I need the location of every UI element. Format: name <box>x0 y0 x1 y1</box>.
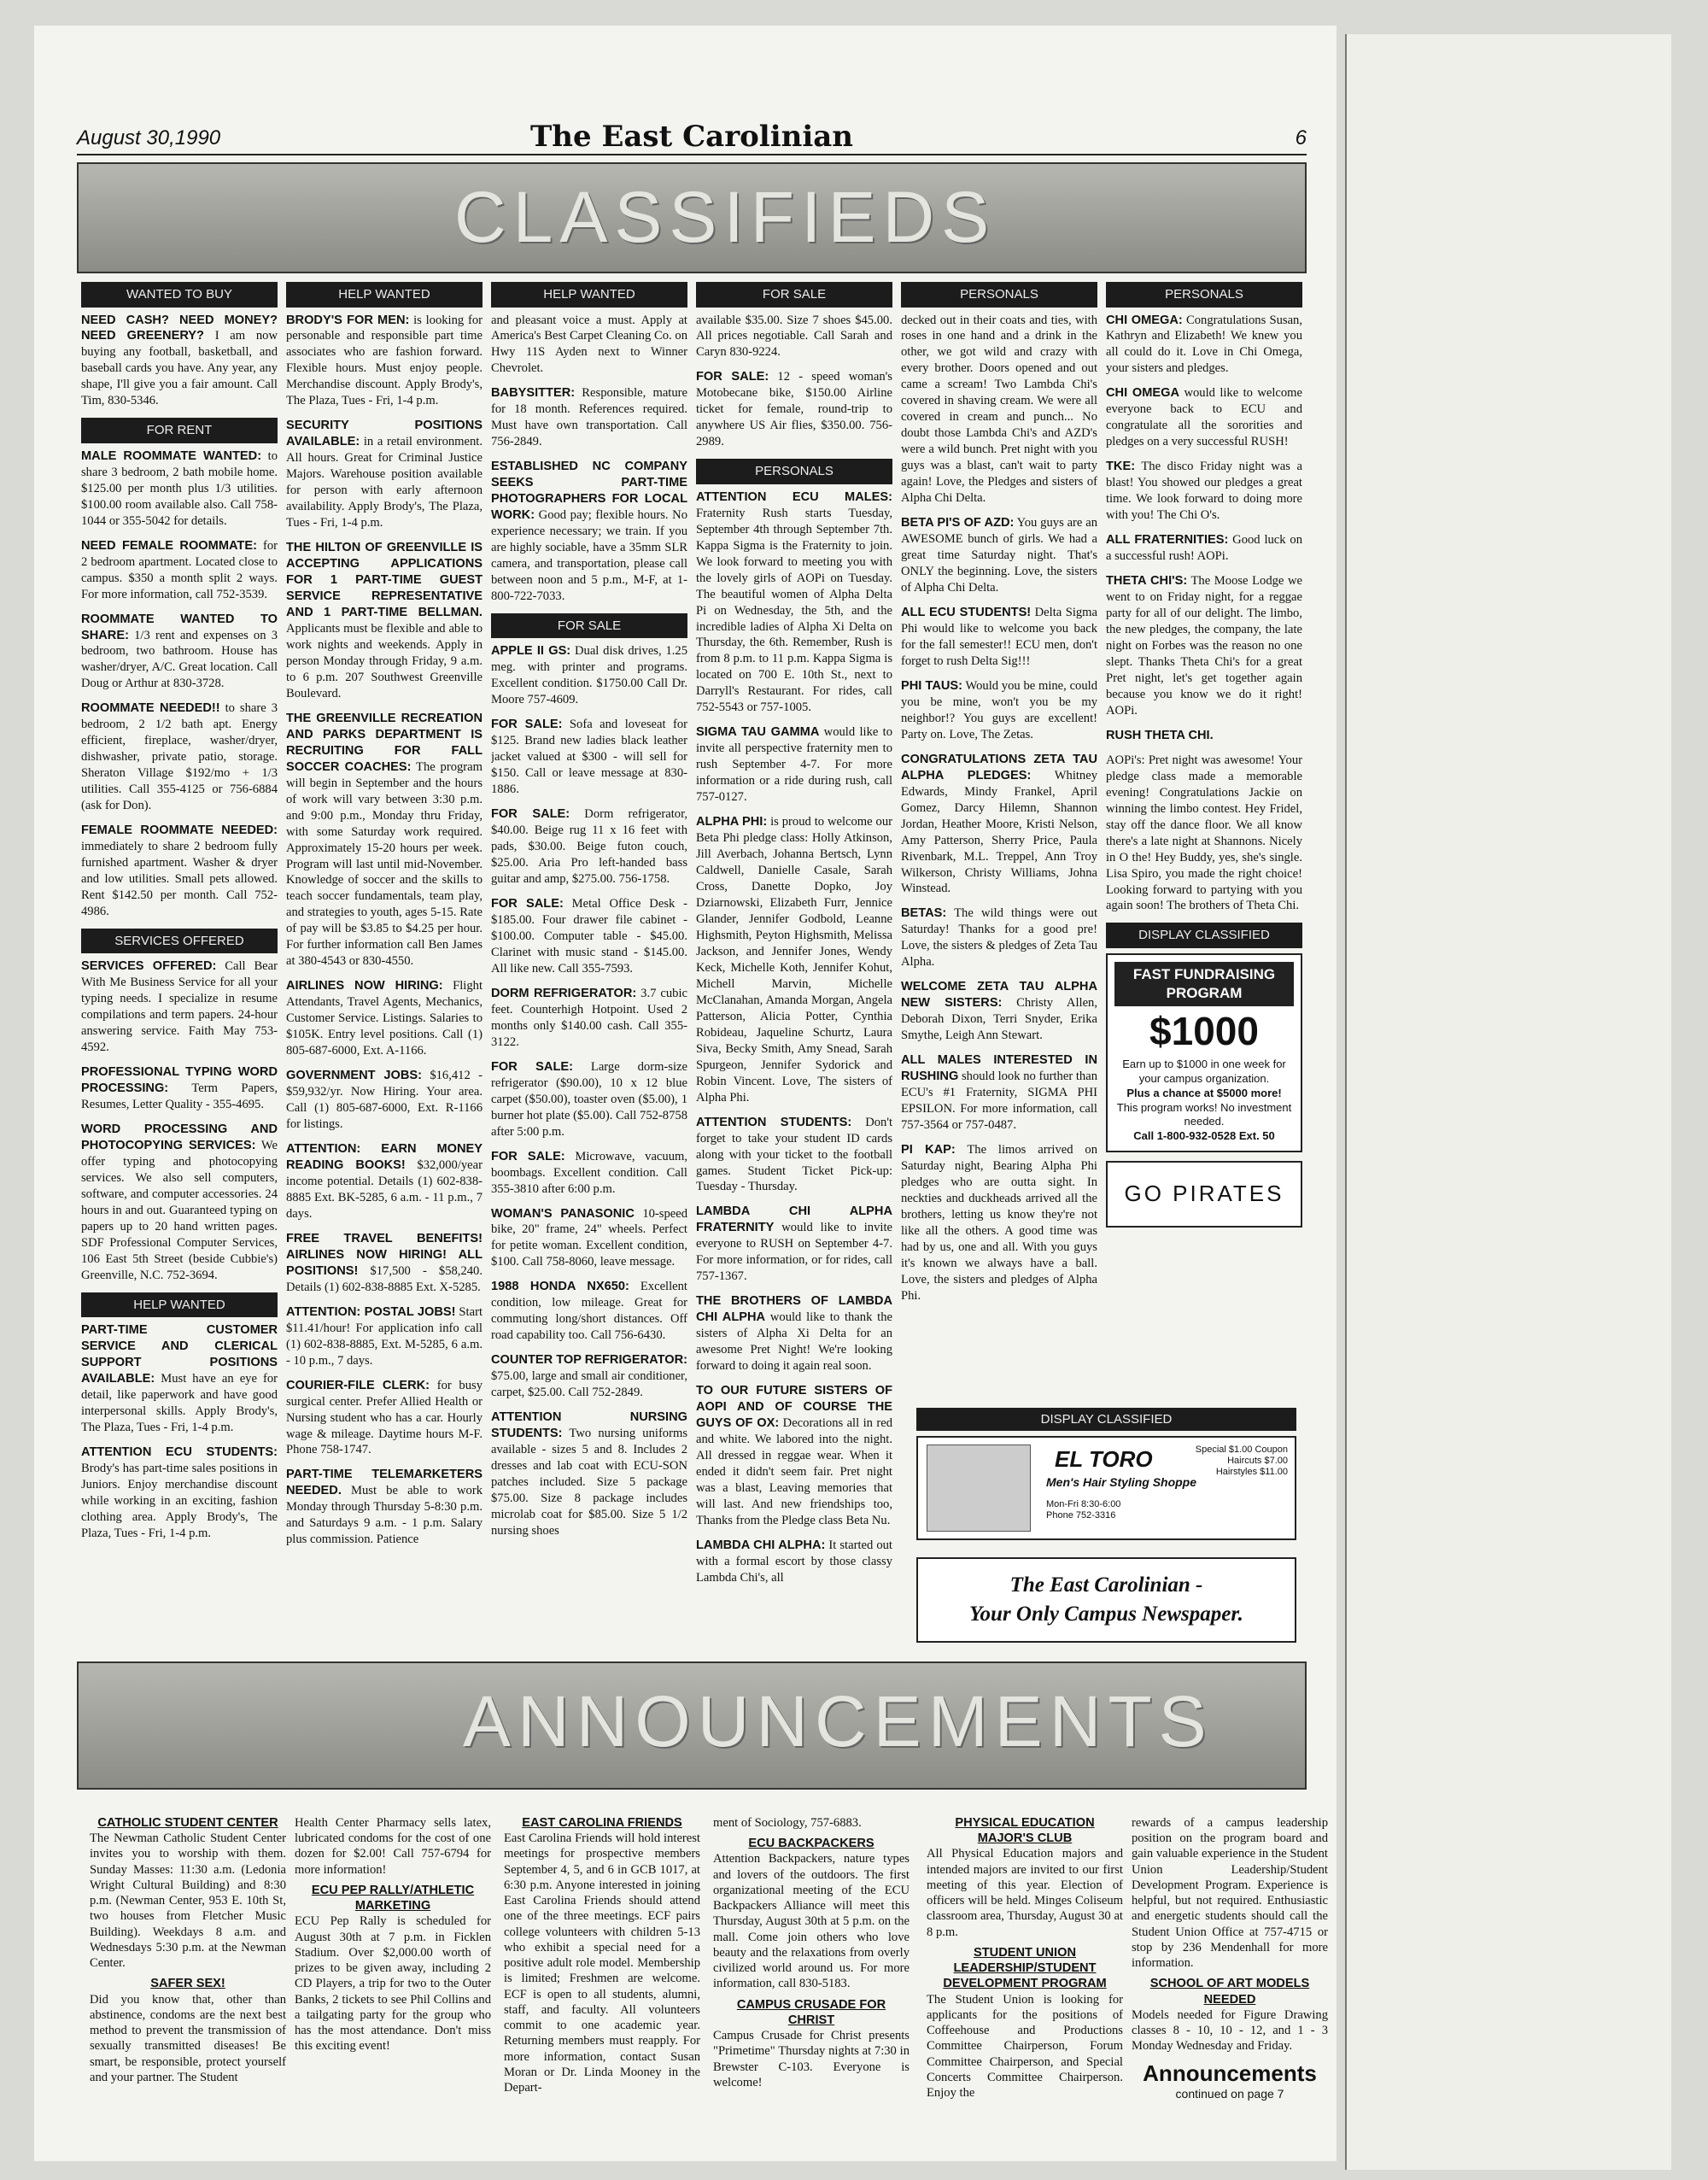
fundraising-line3: This program works! No investment needed. <box>1116 1100 1292 1128</box>
classified-ad: DORM REFRIGERATOR: 3.7 cubic feet. Counterhigh Hotpoint. Used 2 months only $140.00 cash. Call 355-3122. <box>491 986 687 1049</box>
classified-ad: SIGMA TAU GAMMA would like to invite all perspective fraternity men to rush September 4-7. For more information or a ride during rush, call 757-0127. <box>696 725 892 805</box>
classified-ad: FREE TRAVEL BENEFITS! AIRLINES NOW HIRING! ALL POSITIONS! $17,500 - $58,240. Details (1) 602-838-8885 Ext. X-5285. <box>286 1231 483 1294</box>
classified-ad: FOR SALE: Sofa and loveseat for $125. Brand new ladies black leather jacket valued at $300 - will sell for $150. Call or leave message at 830-1886. <box>491 718 687 797</box>
classified-ad: SERVICES OFFERED: Call Bear With Me Business Service for all your typing needs. I specialize in resume compilations and term papers. 24-hour answering service. Faith May 753-4592. <box>81 959 278 1055</box>
el-toro-name: EL TORO <box>1055 1446 1153 1472</box>
classified-ad: THETA CHI'S: The Moose Lodge we went to on Friday night, for a reggae party for all of our delight. The limbo, the new pledges, the company, the late night on Forbes was the reason no one slept. Thanks Theta Chi's for a great Pret night, let's get together again because you know we do it right! AOPi. <box>1106 574 1302 718</box>
fundraising-line1: Earn up to $1000 in one week for your campus organization. <box>1122 1057 1286 1085</box>
announcement-column-4 <box>713 1815 910 2140</box>
section-header: FOR SALE <box>491 613 687 639</box>
announcement-column-3 <box>504 1815 700 2140</box>
classified-ad: MALE ROOMMATE WANTED: to share 3 bedroom, 2 bath mobile home. $125.00 per month plus 1/3 utilities. $100.00 room available also. Call 758-1044 or 355-5042 for details. <box>81 448 278 528</box>
page-number: 6 <box>1295 126 1307 149</box>
section-header: HELP WANTED <box>491 282 687 308</box>
classified-ad: ATTENTION ECU STUDENTS: Brody's has part-time sales positions in Juniors. Enjoy merchandise discount while working in an exciting, fashion clothing area. Apply Brody's, The Plaza, Tues - Fri, 1-4 p.m. <box>81 1445 278 1540</box>
classified-ad: APPLE II GS: Dual disk drives, 1.25 meg. with printer and programs. Excellent condition. $1750.00 Call Dr. Moore 757-4609. <box>491 644 687 707</box>
classified-ad: PART-TIME CUSTOMER SERVICE AND CLERICAL SUPPORT POSITIONS AVAILABLE: Must have an eye for detail, like paperwork and have good interpersonal skills. Apply Brody's, The Plaza, Tues - Fri, 1-4 p.m. <box>81 1323 278 1435</box>
announcement: PHYSICAL EDUCATION MAJOR'S CLUB All Physical Education majors and intended majors are invited to our first meeting of this year. Election of officers will be held. Minges Coliseum classroom area, Thursday, August 30 at 8 p.m. <box>927 1816 1123 1939</box>
bull-illustration-icon <box>927 1445 1031 1532</box>
announcements-banner <box>77 1661 1307 1790</box>
announcement: EAST CAROLINA FRIENDS East Carolina Friends will hold interest meetings for prospective members September 4, 5, and 6 in GCB 1017, at 6:30 p.m. Anyone interested in joining East Carolina Friends should attend one of the three meetings. ECF pairs college volunteers with children 5-13 who exhibit a special need for a positive adult role model. Membership is limited; Freshmen are welcome. ECF is open to all students, alumni, staff, and faculty. All volunteers commit to one academic year. Returning members must reapply. For more information, contact Susan Moran or Dr. Linda Mooney in the Depart- <box>504 1816 700 2095</box>
classified-ad: COURIER-FILE CLERK: for busy surgical center. Prefer Allied Health or Nursing student who has a car. Hourly wage & mileage. Daytime hours M-F. Phone 758-1747. <box>286 1378 483 1457</box>
classified-ad: PART-TIME TELEMARKETERS NEEDED. Must be able to work Monday through Thursday 5-8:30 p.m. and Saturdays 9 a.m. - 1 p.m. Salary plus commission. Patience <box>286 1468 483 1547</box>
classified-ad: AOPi's: Pret night was awesome! Your pledge class made a memorable evening! Congratulations Jackie on winning the limbo contest. Hey Fridel, stay off the dance floor. We all know there's a late night at Shannons. Nicely in O the! Hey Buddy, yes, she's single. Lisa Spiro, you made the right choice! Looking forward to partying with you again soon! The brothers of Theta Chi. <box>1106 753 1302 913</box>
classified-ad: BABYSITTER: Responsible, mature for 18 month. References required. Must have own transportation. Call 756-2849. <box>491 386 687 449</box>
go-pirates-box: GO PIRATES <box>1106 1161 1302 1228</box>
classified-ad: ATTENTION STUDENTS: Don't forget to take your student ID cards along with your ticket to the football games. Student Ticket Pick-up: Tuesday - Thursday. <box>696 1115 892 1194</box>
column-5 <box>901 282 1097 1392</box>
section-header: PERSONALS <box>696 459 892 484</box>
classified-ad: 1988 HONDA NX650: Excellent condition, low mileage. Great for commuting long/short distances. Off road capability too. Call 756-6430. <box>491 1280 687 1343</box>
classified-ad: LAMBDA CHI ALPHA FRATERNITY would like to invite everyone to RUSH on September 4-7. For more information, or for rides, call 757-1367. <box>696 1204 892 1284</box>
column-1 <box>81 282 278 1640</box>
column-4 <box>696 282 892 1640</box>
section-header: HELP WANTED <box>81 1292 278 1318</box>
section-header: PERSONALS <box>1106 282 1302 308</box>
classified-ad: TKE: The disco Friday night was a blast! You showed our pledges a great time. We look forward to doing more with you! The Chi O's. <box>1106 460 1302 523</box>
classified-ad: PI KAP: The limos arrived on Saturday night, Bearing Alpha Phi pledges who are outta sight. In neckties and duckheads arrived all the brothers, letting us know they're not like all the others. A good time was had by us, one and all. With you guys it's known we always have a ball. Love, the sisters and pledges of Alpha Phi. <box>901 1143 1097 1303</box>
announcement: STUDENT UNION LEADERSHIP/STUDENT DEVELOPMENT PROGRAM The Student Union is looking for applicants for the positions of Coffeehouse and Productions Committee Chairperson, Forum Committee Chairperson, and Special Concerts Committee Chairperson. Enjoy the <box>927 1945 1123 2100</box>
continued-heading: Announcements <box>1143 2060 1317 2086</box>
classified-ad: ATTENTION NURSING STUDENTS: Two nursing uniforms available - sizes 5 and 8. Includes 2 dresses and lab coat with ECU-SON patches included. Size 5 package $75.00. Size 8 package includes microlab coat for $85.00. Size 5 1/2 nursing shoes <box>491 1410 687 1538</box>
announcement: ECU PEP RALLY/ATHLETIC MARKETING ECU Pep Rally is scheduled for August 30th at 7 p.m. in Ficklen Stadium. Over $2,000.00 worth of prizes to be given away, including 2 CD Players, a trip for two to the Outer Banks, 2 tickets to see Phil Collins and a tailgating party for the group who has the most attendance. Don't miss this exciting event! <box>295 1883 491 2054</box>
announcement-column-2 <box>295 1815 491 2140</box>
classified-ad: SECURITY POSITIONS AVAILABLE: in a retail environment. All hours. Great for Criminal Justice Majors. Warehouse position available for person with early afternoon availability. Apply Brody's, The Plaza, Tues - Fri, 1-4 p.m. <box>286 419 483 530</box>
classified-ad: BRODY'S FOR MEN: is looking for personable and responsible part time associates who are fashion forward. Flexible hours. Must enjoy people. Merchandise discount. Apply Brody's, The Plaza, Tues - Fri, 1-4 p.m. <box>286 313 483 408</box>
issue-date: August 30,1990 <box>77 126 221 149</box>
continued-note: continued on page 7 <box>1175 2087 1284 2101</box>
classifieds-banner <box>77 162 1307 273</box>
el-toro-ad <box>916 1436 1296 1540</box>
section-header: PERSONALS <box>901 282 1097 308</box>
classified-ad: TO OUR FUTURE SISTERS OF AOPI AND OF COURSE THE GUYS OF OX: Decorations all in red and white. We labored into the night. All dressed in reggae wear. When it ended it didn't seem fair. Pret night was a blast, Leaving memories that will last. And new friendships too, Thanks from the Pledge class Beta Nu. <box>696 1384 892 1527</box>
announcement-column-1 <box>90 1815 286 2140</box>
classified-ad: RUSH THETA CHI. <box>1106 728 1214 742</box>
fundraising-phone: Call 1-800-932-0528 Ext. 50 <box>1133 1129 1275 1143</box>
classified-ad: CHI OMEGA would like to welcome everyone back to ECU and congratulate all the sororities and pledges on a very successful RUSH! <box>1106 386 1302 449</box>
classified-ad: WOMAN'S PANASONIC 10-speed bike, 20" frame, 24" wheels. Perfect for petite woman. Excellent condition, $100. Call 758-8060, leave message. <box>491 1206 687 1269</box>
classified-ad: FEMALE ROOMMATE NEEDED: immediately to share 2 bedroom fully furnished apartment. Washer & dryer and low utilities. Small pets allowed. Rent $142.50 per month. Call 752-4986. <box>81 823 278 918</box>
paper-name: The East Carolinian <box>529 120 854 154</box>
announcement: rewards of a campus leadership position on the program board and gain valuable experience in the Student Union Leadership/Student Development Program. Experience is helpful, but not required. Enthusiastic and energetic students should call the Student Union Office at 757-4715 or stop by 236 Mendenhall for more information. <box>1132 1816 1328 1971</box>
column-3 <box>491 282 687 1640</box>
classified-ad: FOR SALE: Dorm refrigerator, $40.00. Beige rug 11 x 16 feet with pads, $30.00. Beige futon couch, $25.00. Aria Pro left-handed bass guitar and amp, $275.00. 756-1758. <box>491 807 687 887</box>
fundraising-line2: Plus a chance at $5000 more! <box>1126 1086 1282 1099</box>
classified-ad: COUNTER TOP REFRIGERATOR: $75.00, large and small air conditioner, carpet, $25.00. Call 752-2849. <box>491 1353 687 1400</box>
classified-ad: BETAS: The wild things were out Saturday! Thanks for a good pre! Love, the sisters & pledges of Zeta Tau Alpha. <box>901 906 1097 970</box>
announcement-column-5 <box>927 1815 1123 2140</box>
classified-ad: FOR SALE: Metal Office Desk - $185.00. Four drawer file cabinet - $100.00. Computer table - $45.00. Clarinet with music stand - $145.00. All like new. Call 355-7593. <box>491 897 687 976</box>
classified-ad: THE GREENVILLE RECREATION AND PARKS DEPARTMENT IS RECRUITING FOR FALL SOCCER COACHES: The program will begin in September and the hours of work will vary between 3:30 p.m. and 9:00 p.m., Monday thru Friday, with some Saturday work required. Approximately 15-20 hours per week. Program will last until mid-November. Knowledge of soccer and the skills to teach soccer fundamentals, team play, and strategies to youth, ages 5-15. Rate of pay will be $3.85 to $4.25 per hour. For further information call Ben James at 380-4543 or 830-4550. <box>286 711 483 969</box>
classified-ad: THE HILTON OF GREENVILLE IS ACCEPTING APPLICATIONS FOR 1 PART-TIME GUEST SERVICE REPRESENTATIVE AND 1 PART-TIME BELLMAN. Applicants must be flexible and able to work nights and weekends. Apply in person Monday through Friday, 9 a.m. to 6 p.m. 207 Southwest Greenville Boulevard. <box>286 541 483 700</box>
column-6 <box>1106 282 1302 1392</box>
classified-ad: ESTABLISHED NC COMPANY SEEKS PART-TIME PHOTOGRAPHERS FOR LOCAL WORK: Good pay; flexible hours. No experience necessary; we train. If you are highly sociable, have a 35mm SLR camera, and transportation, please call between noon and 5 p.m., M-F, at 1-800-722-7033. <box>491 460 687 603</box>
classified-ad: ALPHA PHI: is proud to welcome our Beta Phi pledge class: Holly Atkinson, Jill Averbach, Johanna Bertsch, Lynn Caldwell, Danielle Casale, Sarah Cross, Danette Dopko, Joy Dziarnowski, Elizabeth Furr, Jennice Glander, Jennifer Godbold, Leanne Highsmith, Peyton Highsmith, Melissa Jackson, and Jennifer Jones, Wendy Keck, Michelle Koth, Jennifer Kohut, Michell Marvin, Michelle McClanahan, Amanda Morgan, Angela Patterson, Alicia Potter, Cynthia Robideau, Jaqueline Schurtz, Laura Siva, Becky Smith, Amy Snead, Sarah Spurgeon, Jennifer Sydorick and Robin Vincent. Love, The sisters of Alpha Phi. <box>696 815 892 1105</box>
masthead <box>77 120 1307 155</box>
section-header: FOR RENT <box>81 418 278 443</box>
section-header: FOR SALE <box>696 282 892 308</box>
announcement: CATHOLIC STUDENT CENTER The Newman Catholic Student Center invites you to worship with them. Sunday Masses: 11:30 a.m. (Ledonia Wright Cultural Building) and 8:30 p.m. (Newman Center, 953 E. 10th St, two houses from Fletcher Music Building). Weekdays 8 a.m. and Wednesdays 5:30 p.m. at the Newman Center. <box>90 1816 286 1971</box>
classified-ad: WELCOME ZETA TAU ALPHA NEW SISTERS: Christy Allen, Deborah Dixon, Terri Snyder, Erika Smythe, Leigh Ann Stewart. <box>901 980 1097 1043</box>
announcement-column-6 <box>1132 1815 1328 2140</box>
fundraising-ad <box>1106 953 1302 1152</box>
classified-ad: FOR SALE: 12 - speed woman's Motobecane bike, $150.00 Airline ticket for female, round-trip to anywhere US Air flies, $350.00. 756-2989. <box>696 370 892 449</box>
section-header: HELP WANTED <box>286 282 483 308</box>
classified-ad: THE BROTHERS OF LAMBDA CHI ALPHA would like to thank the sisters of Alpha Xi Delta for an awesome Pret Night! We're looking forward to doing it again real soon. <box>696 1294 892 1374</box>
classified-ad: ALL MALES INTERESTED IN RUSHING should look no further than ECU's #1 Fraternity, SIGMA PHI EPSILON. For more information, call 757-3564 or 757-0487. <box>901 1053 1097 1133</box>
el-toro-prices: Special $1.00 Coupon Haircuts $7.00 Hairstyles $11.00 <box>1195 1445 1288 1478</box>
classified-ad: decked out in their coats and ties, with roses in one hand and a drink in the other, we got wild and crazy with every brother. Doors opened and out came a scream! Two Lambda Chi's covered in shaving cream. We were all covered in cream and punch... No doubt those Lambda Chi's and AZD's were a wild bunch. Pret night with you guys was a blast, can't wait to party again! Love, the Pledges and sisters of Alpha Chi Delta. <box>901 313 1097 506</box>
fundraising-amount: $1000 <box>1149 1009 1259 1054</box>
el-toro-phone: Mon-Fri 8:30-6:00 Phone 752-3316 <box>1046 1499 1121 1521</box>
announcement: ECU BACKPACKERS Attention Backpackers, nature types and lovers of the outdoors. The first organizational meeting of the ECU Backpackers Alliance will meet this Thursday, August 30th at 5 p.m. on the mall. Come join others who love beauty and the relaxations from overly civilized world around us. For more information, call 830-5183. <box>713 1837 910 1991</box>
classified-ad: ATTENTION: POSTAL JOBS! Start $11.41/hour! For application info call (1) 602-838-8885, Ext. M-5285, 6 a.m. - 10 p.m., 7 days. <box>286 1304 483 1368</box>
el-toro-subtitle: Men's Hair Styling Shoppe <box>1046 1475 1197 1489</box>
classifieds-banner-text: CLASSIFIEDS <box>454 177 997 257</box>
announcement: SCHOOL OF ART MODELS NEEDED Models needed for Figure Drawing classes 8 - 10, 10 - 12, and 1 - 3 Monday Wednesday and Friday. <box>1132 1977 1328 2054</box>
classified-ad: CHI OMEGA: Congratulations Susan, Kathryn and Elizabeth! We knew you all could do it. Love in Chi Omega, your sisters and pledges. <box>1106 313 1302 376</box>
classified-ad: PHI TAUS: Would you be mine, could you be mine, won't you be my neighbor!? You guys are excellent! Party on. Love, The Zetas. <box>901 678 1097 741</box>
classified-ad: FOR SALE: Large dorm-size refrigerator ($90.00), 10 x 12 blue carpet ($50.00), toaster oven ($5.00), 1 burner hot plate ($5.00). Call 752-8758 after 5:00 p.m. <box>491 1059 687 1139</box>
campus-newspaper-ad <box>916 1557 1296 1643</box>
section-header: WANTED TO BUY <box>81 282 278 308</box>
classified-ad: ATTENTION ECU MALES: Fraternity Rush starts Tuesday, September 4th through September 7th. Kappa Sigma is the Fraternity to join. We look forward to meeting you with the lovely girls of AOPi on Tuesday. The beautiful women of Alpha Delta Pi on Wednesday, the 5th, and the incredible ladies of Alpha Xi Delta on Thursday, the 6th. Remember, Rush is from 8 p.m. to 11 p.m. Kappa Sigma is located on 700 E. 10th St., next to Darryll's Restaurant. For rides, call 752-5543 or 757-1005. <box>696 489 892 715</box>
classified-ad: LAMBDA CHI ALPHA: It started out with a formal escort by those classy Lambda Chi's, all <box>696 1538 892 1585</box>
section-header: DISPLAY CLASSIFIED <box>916 1408 1296 1431</box>
classified-ad: NEED FEMALE ROOMMATE: for 2 bedroom apartment. Located close to campus. $350 a month split 2 ways. For more information, call 752-3539. <box>81 538 278 601</box>
section-header: SERVICES OFFERED <box>81 929 278 954</box>
announcements-banner-text: ANNOUNCEMENTS <box>463 1681 1214 1761</box>
classified-ad: ROOMMATE NEEDED!! to share 3 bedroom, 2 1/2 bath apt. Energy efficient, fireplace, washer/dryer, dishwasher, private patio, storage. Sheraton Village $192/mo + 1/3 utilities. Call 355-4125 or 756-6884 (ask for Don). <box>81 701 278 813</box>
column-2 <box>286 282 483 1640</box>
classified-ad: available $35.00. Size 7 shoes $45.00. All prices negotiable. Call Sarah and Caryn 830-9224. <box>696 313 892 360</box>
campus-ad-line2: Your Only Campus Newspaper. <box>969 1602 1243 1626</box>
classified-ad: WORD PROCESSING AND PHOTOCOPYING SERVICES: We offer typing and photocopying services. We also sell computers, software, and computer accessories. 24 hours in and out. Guaranteed typing on papers up to 20 hand written pages. SDF Professional Computer Services, 106 East 5th Street (beside Cubbie's) Greenville, N.C. 752-3694. <box>81 1122 278 1282</box>
section-header: DISPLAY CLASSIFIED <box>1106 923 1302 948</box>
announcement: ment of Sociology, 757-6883. <box>713 1816 862 1830</box>
campus-ad-line1: The East Carolinian - <box>1009 1573 1203 1597</box>
classified-ad: and pleasant voice a must. Apply at America's Best Carpet Cleaning Co. on Hwy 11S Ayden next to Winner Chevrolet. <box>491 313 687 376</box>
classified-ad: NEED CASH? NEED MONEY? NEED GREENERY? I am now buying any football, basketball, and baseball cards you have. Any year, any shape, I'll give you a fair amount. Call Tim, 830-5346. <box>81 313 278 408</box>
classified-ad: CONGRATULATIONS ZETA TAU ALPHA PLEDGES: Whitney Edwards, Mindy Frankel, April Gomez, Darcy Hilemn, Shannon Jordan, Heather Moore, Kristi Nelson, Amy Patterson, Sherry Price, Paula Rivenbark, M.L. Treppel, Ann Troy Wilkerson, Christy Williams, Johna Winstead. <box>901 752 1097 896</box>
classified-ad: ATTENTION: EARN MONEY READING BOOKS! $32,000/year income potential. Details (1) 602-838-8885 Ext. BK-5285, 6 a.m. - 11 p.m., 7 days. <box>286 1142 483 1221</box>
classified-ad: ALL FRATERNITIES: Good luck on a successful rush! AOPi. <box>1106 533 1302 564</box>
classified-ad: FOR SALE: Microwave, vacuum, boombags. Excellent condition. Call 355-3810 after 6:00 p.m. <box>491 1149 687 1196</box>
announcement: CAMPUS CRUSADE FOR CHRIST Campus Crusade for Christ presents "Primetime" Thursday nights at 7:30 in Brewster C-103. Everyone is welcome! <box>713 1997 910 2089</box>
announcement: SAFER SEX! Did you know that, other than abstinence, condoms are the next best method to prevent the transmission of sexually transmitted diseases! Be smart, be responsible, protect yourself and your partner. The Student <box>90 1977 286 2084</box>
classified-ad: PROFESSIONAL TYPING WORD PROCESSING: Term Papers, Resumes, Letter Quality - 355-4695. <box>81 1065 278 1112</box>
announcement: Health Center Pharmacy sells latex, lubricated condoms for the cost of one dozen for $2.00! Call 757-6794 for more information! <box>295 1816 491 1877</box>
classified-ad: ALL ECU STUDENTS! Delta Sigma Phi would like to welcome you back for the fall semester!! ECU men, don't forget to rush Delta Sig!!! <box>901 605 1097 668</box>
classified-ad: GOVERNMENT JOBS: $16,412 - $59,932/yr. Now Hiring. Your area. Call (1) 805-687-6000, Ext. R-1166 for listings. <box>286 1069 483 1132</box>
classified-ad: AIRLINES NOW HIRING: Flight Attendants, Travel Agents, Mechanics, Customer Service. Listings. Salaries to $105K. Entry level positions. Call (1) 805-687-6000, Ext. A-1166. <box>286 979 483 1058</box>
classified-ad: BETA PI'S OF AZD: You guys are an AWESOME bunch of girls. We had a great time Saturday night. That's ONLY the beginning. Love, the sisters of Alpha Chi Delta. <box>901 516 1097 595</box>
display-classified-wide <box>916 1408 1296 1643</box>
classified-ad: ROOMMATE WANTED TO SHARE: 1/3 rent and expenses on 3 bedroom, two bathroom. House has washer/dryer, A/C. Great location. Call Doug or Arthur at 830-3728. <box>81 612 278 691</box>
adjacent-page-strip <box>1345 34 1671 2170</box>
fundraising-title: FAST FUNDRAISING PROGRAM <box>1114 962 1294 1006</box>
